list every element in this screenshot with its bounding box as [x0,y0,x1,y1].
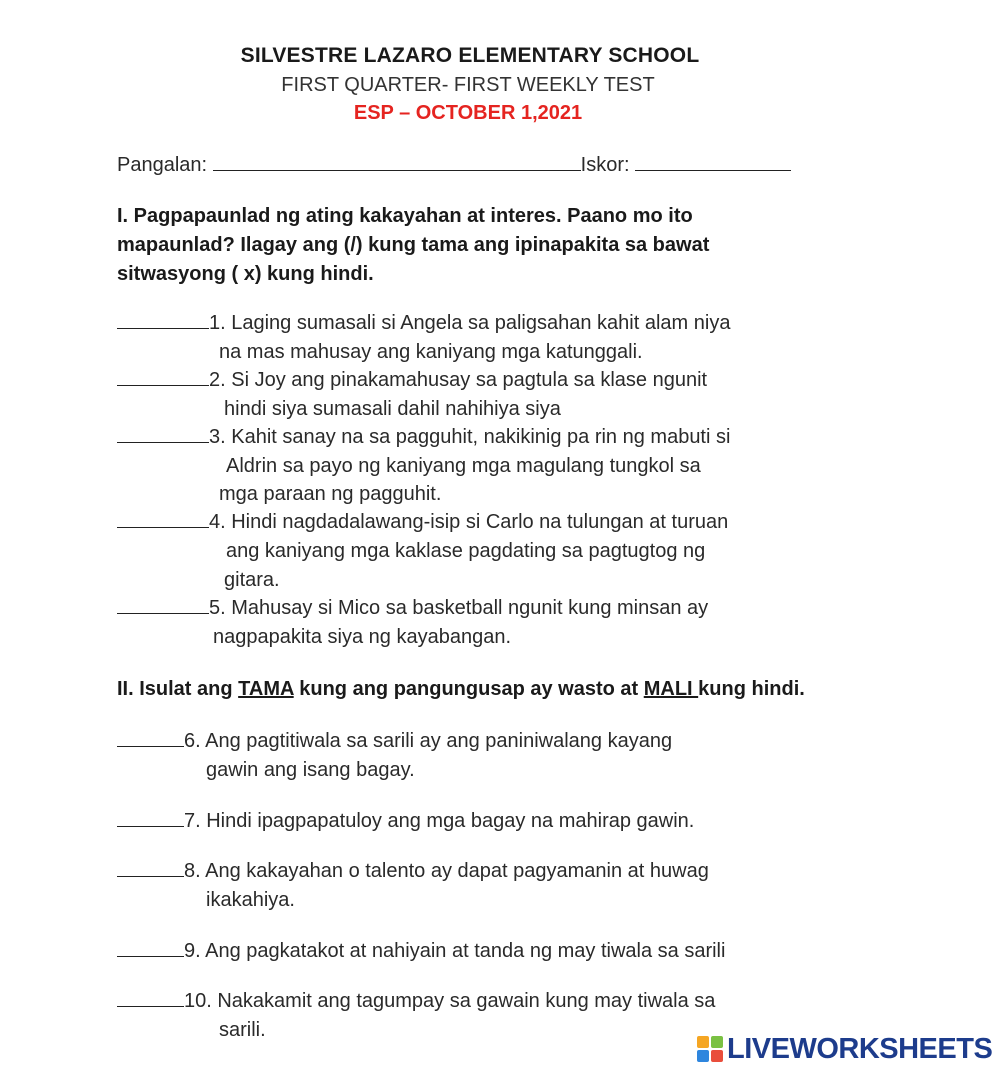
list-item [117,312,730,335]
mali-keyword: MALI [643,678,699,700]
item-text: 10. Nakakamit ang tagumpay sa gawain kung may tiwala sa [184,990,716,1012]
item-text: 1. Laging sumasali si Angela sa paligsahan kahit alam niya [209,312,731,334]
answer-blank[interactable] [117,597,209,614]
item-text: 4. Hindi nagdadalawang-isip si Carlo na tulungan at turuan [209,511,729,533]
item-text: 9. Ang pagkatakot at nahiyain at tanda ng may tiwala sa sarili [184,940,726,962]
test-title: FIRST QUARTER- FIRST WEEKLY TEST [281,74,655,96]
item-text: gawin ang isang bagay. [206,759,415,781]
item-text: sarili. [219,1019,266,1041]
item-text: 2. Si Joy ang pinakamahusay sa pagtula sa klase ngunit [209,369,708,391]
part1-instruction-line: sitwasyong ( x) kung hindi. [117,263,374,285]
logo-square [697,1050,709,1062]
score-label: Iskor: [580,154,630,176]
list-item [117,369,707,392]
item-text: 8. Ang kakayahan o talento ay dapat pagyamanin at huwag [184,860,709,882]
liveworksheets-icon [697,1036,723,1062]
answer-blank[interactable] [117,312,209,329]
answer-blank[interactable] [117,369,209,386]
school-name: SILVESTRE LAZARO ELEMENTARY SCHOOL [240,44,700,67]
answer-blank[interactable] [117,940,184,957]
answer-blank[interactable] [117,860,184,877]
list-item [117,597,708,620]
item-text: 5. Mahusay si Mico sa basketball ngunit kung minsan ay [209,597,709,619]
list-item [117,940,725,963]
brand-text: LIVEWORKSHEETS [727,1032,993,1065]
item-text: gitara. [224,569,280,591]
info-row [117,154,791,177]
item-text: ang kaniyang mga kaklase pagdating sa pagtugtog ng [226,540,706,562]
liveworksheets-logo [697,1032,992,1066]
name-label: Pangalan: [117,154,208,176]
tama-keyword: TAMA [238,678,294,700]
answer-blank[interactable] [117,426,209,443]
answer-blank[interactable] [117,990,184,1007]
item-text: mga paraan ng pagguhit. [219,483,442,505]
logo-square [711,1036,723,1048]
list-item [117,730,672,753]
item-text: ikakahiya. [206,889,295,911]
score-field[interactable] [635,154,791,171]
list-item [117,860,709,883]
logo-square [711,1050,723,1062]
list-item [117,810,694,833]
part2-instruction: II. Isulat ang TAMA kung ang pangungusap ay wasto at MALI kung hindi. [117,678,805,700]
item-text: nagpapakita siya ng kayabangan. [213,626,512,648]
answer-blank[interactable] [117,730,184,747]
list-item [117,511,728,534]
part1-instruction-line: mapaunlad? Ilagay ang (/) kung tama ang ipinapakita sa bawat [117,234,710,256]
logo-square [697,1036,709,1048]
item-text: 6. Ang pagtitiwala sa sarili ay ang paniniwalang kayang [184,730,673,752]
list-item [117,426,730,449]
subject-date: ESP – OCTOBER 1,2021 [353,102,583,124]
item-text: na mas mahusay ang kaniyang mga katunggali. [219,341,643,363]
item-text: hindi siya sumasali dahil nahihiya siya [224,398,561,420]
part1-instruction-line: I. Pagpapaunlad ng ating kakayahan at interes. Paano mo ito [117,205,693,227]
item-text: Aldrin sa payo ng kaniyang mga magulang tungkol sa [226,455,701,477]
answer-blank[interactable] [117,810,184,827]
name-field[interactable] [213,154,581,171]
item-text: 7. Hindi ipagpapatuloy ang mga bagay na mahirap gawin. [184,810,695,832]
item-text: 3. Kahit sanay na sa pagguhit, nakikinig pa rin ng mabuti si [209,426,731,448]
list-item [117,990,715,1013]
answer-blank[interactable] [117,511,209,528]
